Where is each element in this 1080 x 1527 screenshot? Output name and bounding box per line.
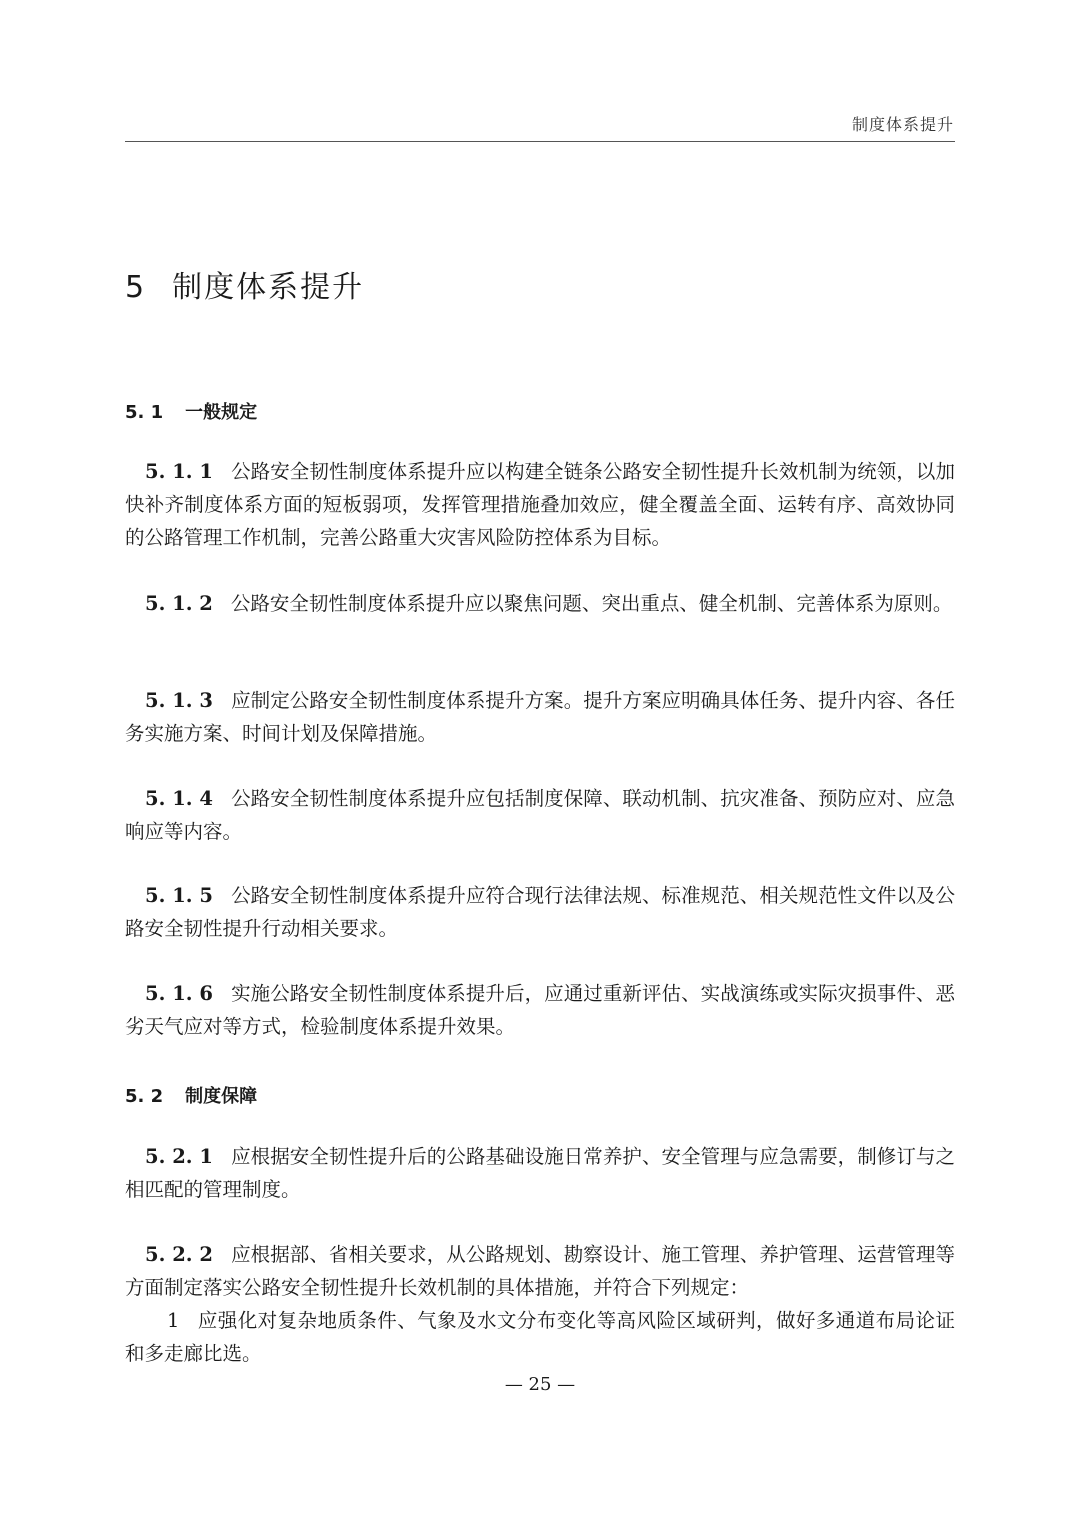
clause-5-2-1 <box>125 1140 955 1206</box>
clause-5-1-5 <box>125 879 955 945</box>
list-item-1 <box>125 1304 955 1370</box>
clause-number: 5. 1. 1 <box>145 460 213 483</box>
section-title: 制度保障 <box>185 1086 258 1107</box>
item-text: 应强化对复杂地质条件、气象及水文分布变化等高风险区域研判，做好多通道布局论证和多走廊比选。 <box>125 1309 955 1365</box>
section-heading-5-1 <box>125 398 257 424</box>
running-header: 制度体系提升 <box>851 115 954 134</box>
clause-text: 应制定公路安全韧性制度体系提升方案。提升方案应明确具体任务、提升内容、各任务实施方案、时间计划及保障措施。 <box>125 689 955 745</box>
clause-text: 应根据部、省相关要求，从公路规划、勘察设计、施工管理、养护管理、运营管理等方面制定落实公路安全韧性提升长效机制的具体措施，并符合下列规定： <box>125 1243 955 1299</box>
clause-text: 实施公路安全韧性制度体系提升后，应通过重新评估、实战演练或实际灾损事件、恶劣天气应对等方式，检验制度体系提升效果。 <box>125 982 955 1038</box>
clause-number: 5. 1. 4 <box>145 787 213 810</box>
clause-5-1-4 <box>125 782 955 848</box>
section-title: 一般规定 <box>185 402 258 423</box>
clause-number: 5. 1. 6 <box>145 982 213 1005</box>
section-heading-5-2 <box>125 1082 257 1108</box>
clause-5-1-2 <box>125 587 955 620</box>
clause-text: 公路安全韧性制度体系提升应以构建全链条公路安全韧性提升长效机制为统领，以加快补齐制度体系方面的短板弱项，发挥管理措施叠加效应，健全覆盖全面、运转有序、高效协同的公路管理工作机制，完善公路重大灾害风险防控体系为目标。 <box>125 460 955 549</box>
clause-5-1-3 <box>125 684 955 750</box>
clause-number: 5. 2. 1 <box>145 1145 213 1168</box>
clause-5-1-1 <box>125 455 955 554</box>
clause-text: 公路安全韧性制度体系提升应符合现行法律法规、标准规范、相关规范性文件以及公路安全韧性提升行动相关要求。 <box>125 884 955 940</box>
clause-number: 5. 1. 3 <box>145 689 213 712</box>
clause-5-2-2 <box>125 1238 955 1304</box>
header-divider <box>125 141 955 142</box>
clause-text: 公路安全韧性制度体系提升应包括制度保障、联动机制、抗灾准备、预防应对、应急响应等内容。 <box>125 787 955 843</box>
clause-number: 5. 2. 2 <box>145 1243 213 1266</box>
section-number: 5. 1 <box>125 402 164 423</box>
section-number: 5. 2 <box>125 1086 164 1107</box>
clause-number: 5. 1. 5 <box>145 884 213 907</box>
clause-text: 应根据安全韧性提升后的公路基础设施日常养护、安全管理与应急需要，制修订与之相匹配的管理制度。 <box>125 1145 955 1201</box>
chapter-title-text: 制度体系提升 <box>172 270 365 305</box>
item-number: 1 <box>167 1309 180 1332</box>
clause-5-1-6 <box>125 977 955 1043</box>
clause-text: 公路安全韧性制度体系提升应以聚焦问题、突出重点、健全机制、完善体系为原则。 <box>230 592 953 615</box>
chapter-title <box>125 262 364 306</box>
page-number: — 25 — <box>504 1374 576 1395</box>
clause-number: 5. 1. 2 <box>145 592 213 615</box>
chapter-number: 5 <box>125 270 147 305</box>
